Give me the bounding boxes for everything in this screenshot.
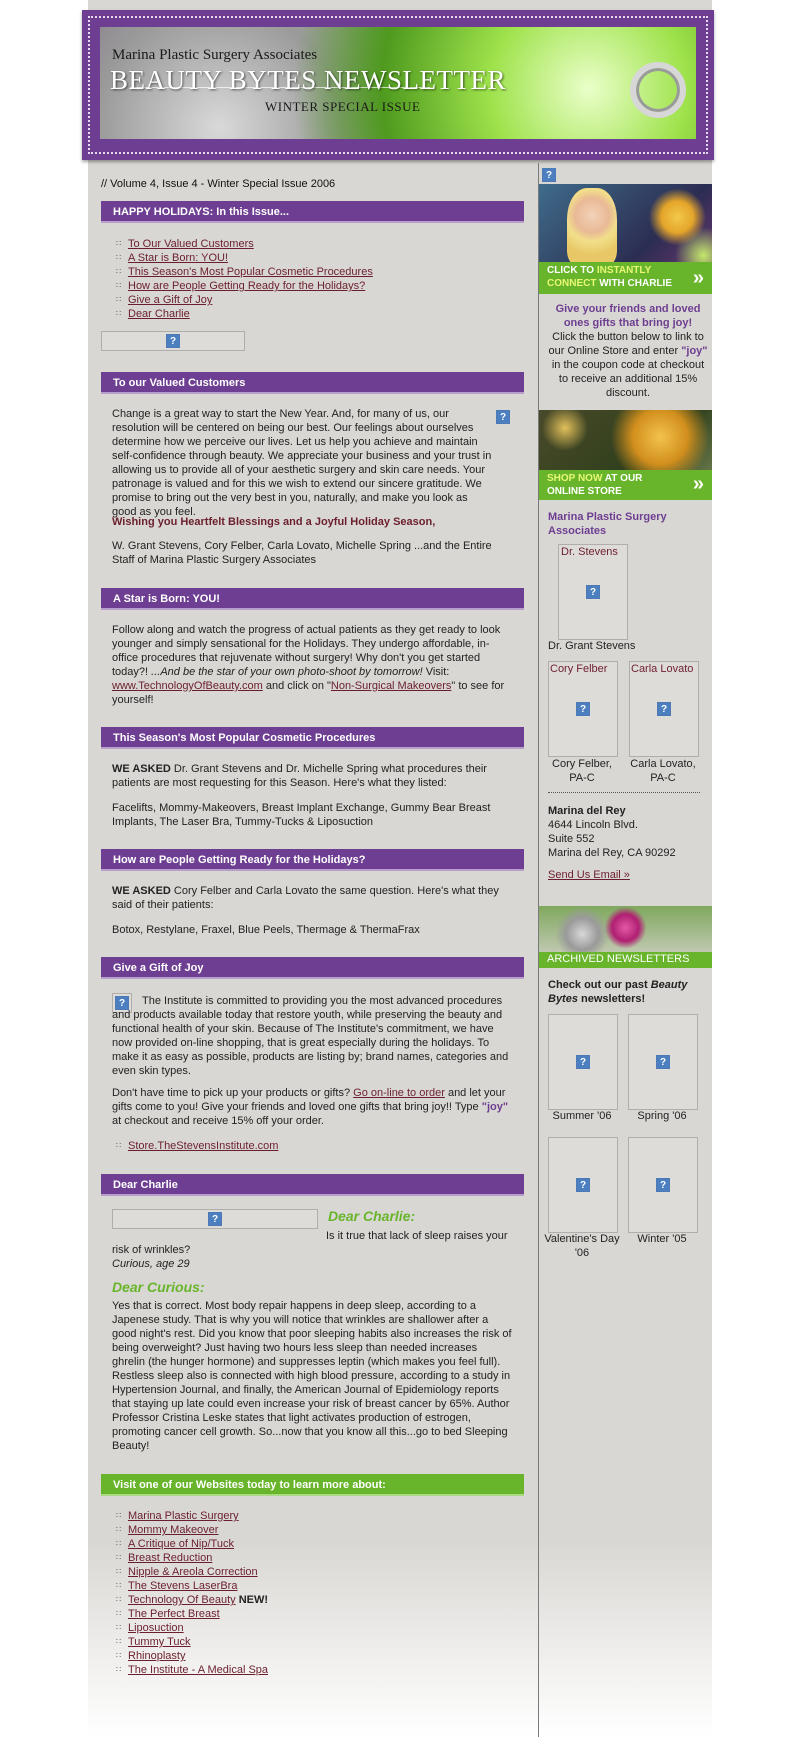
archived-newsletters-banner[interactable] — [539, 906, 712, 968]
practice-name: Marina Plastic Surgery Associates — [548, 511, 667, 537]
joy-code: "joy" — [481, 1101, 509, 1113]
ready-question-text: Cory Felber and Carla Lovato the same question. Here's what they said of their patients: — [112, 885, 499, 911]
toc-link-ready[interactable]: How are People Getting Ready for the Holidays? — [128, 280, 366, 292]
bullet-icon: ∷ — [116, 281, 121, 290]
banner-company: Marina Plastic Surgery Associates — [112, 47, 318, 63]
archive-caption: Valentine's Day '06 — [544, 1233, 620, 1259]
non-surgical-makeovers-link[interactable]: Non-Surgical Makeovers — [330, 680, 452, 692]
double-chevron-icon: » — [692, 473, 704, 495]
charlie-image — [112, 1209, 318, 1229]
sidebar-top-image — [541, 167, 557, 183]
sidebar-gift-a: Click the button below to link to our Online Store and enter — [548, 331, 704, 357]
charlie-photo — [567, 188, 617, 266]
ready-header: How are People Getting Ready for the Holidays? — [101, 849, 524, 871]
list-item — [116, 237, 373, 251]
archived-label: ARCHIVED NEWSLETTERS — [539, 952, 712, 968]
valued-header: To our Valued Customers — [101, 372, 524, 394]
list-item — [116, 1579, 268, 1593]
star-visit: Visit: — [422, 666, 450, 678]
list-item — [116, 1621, 268, 1635]
star-end: " to see for yourself! — [112, 680, 505, 706]
broken-image-icon: ? — [166, 334, 180, 348]
new-badge: NEW! — [238, 1594, 269, 1606]
store-link[interactable]: Store.TheStevensInstitute.com — [128, 1140, 279, 1152]
website-link[interactable]: Liposuction — [128, 1622, 184, 1634]
list-item — [116, 279, 373, 293]
toc-link-valued[interactable]: To Our Valued Customers — [128, 238, 254, 250]
broken-image-icon: ? — [576, 1178, 590, 1192]
bullet-icon: ∷ — [116, 1141, 121, 1150]
website-list — [116, 1509, 268, 1677]
charlie-question: Is it true that lack of sleep raises your risk of wrinkles? — [112, 1230, 508, 1256]
website-link[interactable]: Rhinoplasty — [128, 1650, 186, 1662]
list-item — [116, 1607, 268, 1621]
list-item — [116, 1663, 268, 1677]
list-item — [116, 293, 373, 307]
toc-link-gift[interactable]: Give a Gift of Joy — [128, 294, 213, 306]
order-online-link[interactable]: Go on-line to order — [353, 1087, 445, 1099]
valued-wish: Wishing you Heartfelt Blessings and a Joyful Holiday Season, — [112, 516, 436, 528]
banner-photo — [100, 27, 696, 139]
office-address-1: 4644 Lincoln Blvd. — [548, 819, 638, 831]
shop-rest: AT OUR — [602, 473, 643, 484]
broken-image-icon: ? — [657, 702, 671, 716]
gift-body: The Institute is committed to providing you the most advanced procedures and products available today that restore youth, while preserving the beauty and functional health of your skin. Because of The Institute's commitment, we have now provided on-line shopping, that is great especially during the holidays. To make it as easy as possible, products are listing by; brand names, categories and even skin types. — [112, 995, 509, 1077]
website-link[interactable]: Technology Of Beauty — [128, 1594, 236, 1606]
office-address-3: Marina del Rey, CA 90292 — [548, 847, 676, 859]
shop-label — [539, 470, 712, 500]
bullet-icon: ∷ — [116, 1525, 121, 1534]
sidebar-joy-code: "joy" — [681, 345, 708, 357]
archive-caption: Spring '06 — [637, 1110, 687, 1122]
popular-question — [112, 762, 512, 790]
bullet-icon: ∷ — [116, 1553, 121, 1562]
bullet-icon: ∷ — [116, 239, 121, 248]
dear-charlie-heading: Dear Charlie: — [328, 1208, 416, 1224]
list-item — [116, 1509, 268, 1523]
office-name: Marina del Rey — [548, 805, 626, 817]
carla-alt: Carla Lovato — [631, 663, 694, 675]
sidebar-gift-title: Give your friends and loved ones gifts that bring joy! — [555, 303, 701, 329]
charlie-answer: Yes that is correct. Most body repair happens in deep sleep, according to a Japenese study. That is why you will notice that wrinkles are shallower after a good night's rest. Did you know that poor sleeping habits also increases the risk of being overweight? Just having two hours less sleep than needed increases ghrelin (the hunger hormone) and suppresses leptin (which makes you feel full). Restless sleep also is connected with high blood pressure, according to a study in Hypertension Journal, and finally, the American Journal of Epidemiology reports that staying up late could even increase your risk of breast cancer by 65%. Author Professor Cristina Leske states that light activates production of estrogen, promoting cancer cell growth. So...now that you know all this...go to bed Sleeping Beauty! — [112, 1300, 512, 1452]
list-item — [116, 1551, 268, 1565]
connect-with-charlie-button[interactable] — [539, 184, 712, 294]
dr-stevens-alt: Dr. Stevens — [561, 546, 618, 558]
website-link[interactable]: Mommy Makeover — [128, 1524, 219, 1536]
valued-body: Change is a great way to start the New Year. And, for many of us, our resolution will be centered on being our best. Our feelings about ourselves determine how we perceive our lives. Let us help you achieve and maintain self-confidence through beauty. We appreciate your business and your trust in allowing us to provide all of your aesthetic surgery and skin care needs. Your patronage is valued and for this we wish to extend our sincere gratitude. We promise to bring out the very best in you, naturally, and make you look as good as you feel. — [112, 408, 492, 518]
valued-signature: W. Grant Stevens, Cory Felber, Carla Lovato, Michelle Spring ...and the Entire Staff of Marina Plastic Surgery Associates — [112, 540, 492, 566]
bullet-icon: ∷ — [116, 295, 121, 304]
website-link[interactable]: The Stevens LaserBra — [128, 1580, 238, 1592]
website-link[interactable]: The Perfect Breast — [128, 1608, 220, 1620]
archived-c: newsletters! — [577, 993, 646, 1005]
list-item — [116, 1593, 268, 1607]
list-item — [116, 1649, 268, 1663]
bullet-icon: ∷ — [116, 1623, 121, 1632]
archived-intro — [548, 978, 708, 1006]
cory-alt: Cory Felber — [550, 663, 608, 675]
toc-list — [116, 237, 373, 321]
bullet-icon: ∷ — [116, 1511, 121, 1520]
sidebar-gift-b: in the coupon code at checkout to receive an additional 15% discount. — [551, 359, 705, 399]
broken-image-icon: ? — [586, 585, 600, 599]
list-item — [116, 1139, 278, 1153]
list-item — [116, 1537, 268, 1551]
dr-stevens-caption: Dr. Grant Stevens — [548, 640, 636, 652]
sidebar-gift-text — [548, 330, 708, 400]
website-link[interactable]: Breast Reduction — [128, 1552, 213, 1564]
connect-pre: CLICK TO — [547, 265, 597, 276]
popular-header: This Season's Most Popular Cosmetic Procedures — [101, 727, 524, 749]
toc-link-popular[interactable]: This Season's Most Popular Cosmetic Procedures — [128, 266, 373, 278]
bullet-icon: ∷ — [116, 1609, 121, 1618]
broken-image-icon: ? — [208, 1212, 222, 1226]
shop-l2: ONLINE STORE — [547, 486, 622, 497]
issue-volume: // Volume 4, Issue 4 - Winter Special Issue 2006 — [101, 178, 336, 190]
bullet-icon: ∷ — [116, 1581, 121, 1590]
banner-title: BEAUTY BYTES NEWSLETTER — [110, 65, 506, 95]
toc-link-star[interactable]: A Star is Born: YOU! — [128, 252, 229, 264]
dear-curious-heading: Dear Curious: — [112, 1279, 205, 1295]
dr-stevens-photo — [558, 544, 628, 640]
website-link[interactable]: The Institute - A Medical Spa — [128, 1664, 269, 1676]
office-address-2: Suite 552 — [548, 833, 595, 845]
archive-spring-06[interactable] — [628, 1014, 698, 1110]
star-italic: ...And be the star of your own photo-shoot by tomorrow! — [151, 666, 423, 678]
bullet-icon: ∷ — [116, 253, 121, 262]
list-item — [116, 251, 373, 265]
valued-image — [494, 408, 512, 426]
sidebar-dotted-divider — [548, 792, 700, 793]
bullet-icon: ∷ — [116, 1595, 121, 1604]
bullet-icon: ∷ — [116, 1651, 121, 1660]
website-link[interactable]: A Critique of Nip/Tuck — [128, 1538, 234, 1550]
gift-order-a: Don't have time to pick up your products or gifts? — [112, 1087, 354, 1099]
broken-image-icon: ? — [115, 996, 129, 1010]
archived-b: Beauty Bytes — [548, 979, 688, 1005]
broken-image-icon: ? — [656, 1178, 670, 1192]
shop-now-button[interactable] — [539, 410, 712, 500]
connect-l2a: CONNECT — [547, 278, 597, 289]
website-link[interactable]: Tummy Tuck — [128, 1636, 191, 1648]
we-asked-label: WE ASKED — [112, 885, 171, 897]
we-asked-label: WE ASKED — [112, 763, 171, 775]
send-email-link[interactable]: Send Us Email » — [548, 869, 630, 881]
ready-list: Botox, Restylane, Fraxel, Blue Peels, Thermage & ThermaFrax — [112, 924, 420, 936]
website-link[interactable]: Nipple & Areola Correction — [128, 1566, 258, 1578]
star-header: A Star is Born: YOU! — [101, 588, 524, 610]
bullet-icon: ∷ — [116, 1567, 121, 1576]
archive-winter-05[interactable] — [628, 1137, 698, 1233]
archive-caption: Winter '05 — [637, 1233, 687, 1245]
ready-question — [112, 884, 512, 912]
gift-header: Give a Gift of Joy — [101, 957, 524, 979]
visit-header: Visit one of our Websites today to learn more about: — [101, 1474, 524, 1496]
broken-image-icon: ? — [496, 410, 510, 424]
list-item — [116, 307, 373, 321]
in-this-issue-header: HAPPY HOLIDAYS: In this Issue... — [101, 201, 524, 223]
broken-image-icon: ? — [576, 1055, 590, 1069]
double-chevron-icon: » — [692, 267, 704, 289]
connect-l2b: WITH CHARLIE — [596, 278, 672, 289]
toc-link-charlie[interactable]: Dear Charlie — [128, 308, 190, 320]
archive-caption: Summer '06 — [552, 1110, 612, 1122]
broken-image-icon: ? — [656, 1055, 670, 1069]
gift-order-c: at checkout and receive 15% off your order. — [112, 1115, 324, 1127]
bullet-icon: ∷ — [116, 1637, 121, 1646]
broken-image-icon: ? — [542, 168, 556, 182]
technology-of-beauty-link[interactable]: www.TechnologyOfBeauty.com — [112, 680, 263, 692]
bullet-icon: ∷ — [116, 267, 121, 276]
list-item — [116, 1635, 268, 1649]
popular-question-text: Dr. Grant Stevens and Dr. Michelle Spring what procedures their patients are most requesting for this Season. Here's what they listed: — [112, 763, 487, 789]
charlie-header: Dear Charlie — [101, 1174, 524, 1196]
cory-caption: Cory Felber, PA-C — [552, 758, 612, 784]
shop-hl: SHOP NOW — [547, 473, 603, 484]
gift-order — [112, 1086, 512, 1128]
website-link[interactable]: Marina Plastic Surgery — [128, 1510, 239, 1522]
bullet-icon: ∷ — [116, 309, 121, 318]
broken-image-icon: ? — [576, 702, 590, 716]
archive-valentines-06[interactable] — [548, 1137, 618, 1233]
carla-caption: Carla Lovato, PA-C — [630, 758, 696, 784]
toc-image — [101, 331, 245, 351]
list-item — [116, 1523, 268, 1537]
bullet-icon: ∷ — [116, 1539, 121, 1548]
star-mid: and click on " — [262, 680, 331, 692]
banner-subtitle: WINTER SPECIAL ISSUE — [265, 99, 421, 114]
star-body — [112, 623, 512, 707]
carla-photo — [629, 661, 699, 757]
gift-order-b: and let your gifts come to you! Give your friends and loved one gifts that bring joy!! Type — [112, 1087, 506, 1113]
archive-summer-06[interactable] — [548, 1014, 618, 1110]
store-list — [116, 1139, 278, 1153]
popular-list: Facelifts, Mommy-Makeovers, Breast Implant Exchange, Gummy Bear Breast Implants, The Laser Bra, Tummy-Tucks & Liposuction — [112, 802, 491, 828]
charlie-from: Curious, age 29 — [112, 1258, 190, 1270]
list-item — [116, 1565, 268, 1579]
connect-hl: INSTANTLY — [596, 265, 652, 276]
bullet-icon: ∷ — [116, 1665, 121, 1674]
list-item — [116, 265, 373, 279]
connect-label — [539, 262, 712, 294]
star-text: Follow along and watch the progress of actual patients as they get ready to look younger and simply sensational for the Holidays. They undergo affordable, in-office procedures that rejuvenate without surgery! Why don't you get started today?! — [112, 624, 501, 678]
archived-a: Check out our past — [548, 979, 651, 991]
cory-photo — [548, 661, 618, 757]
ornament-icon — [630, 62, 686, 118]
newsletter-banner — [82, 10, 714, 160]
